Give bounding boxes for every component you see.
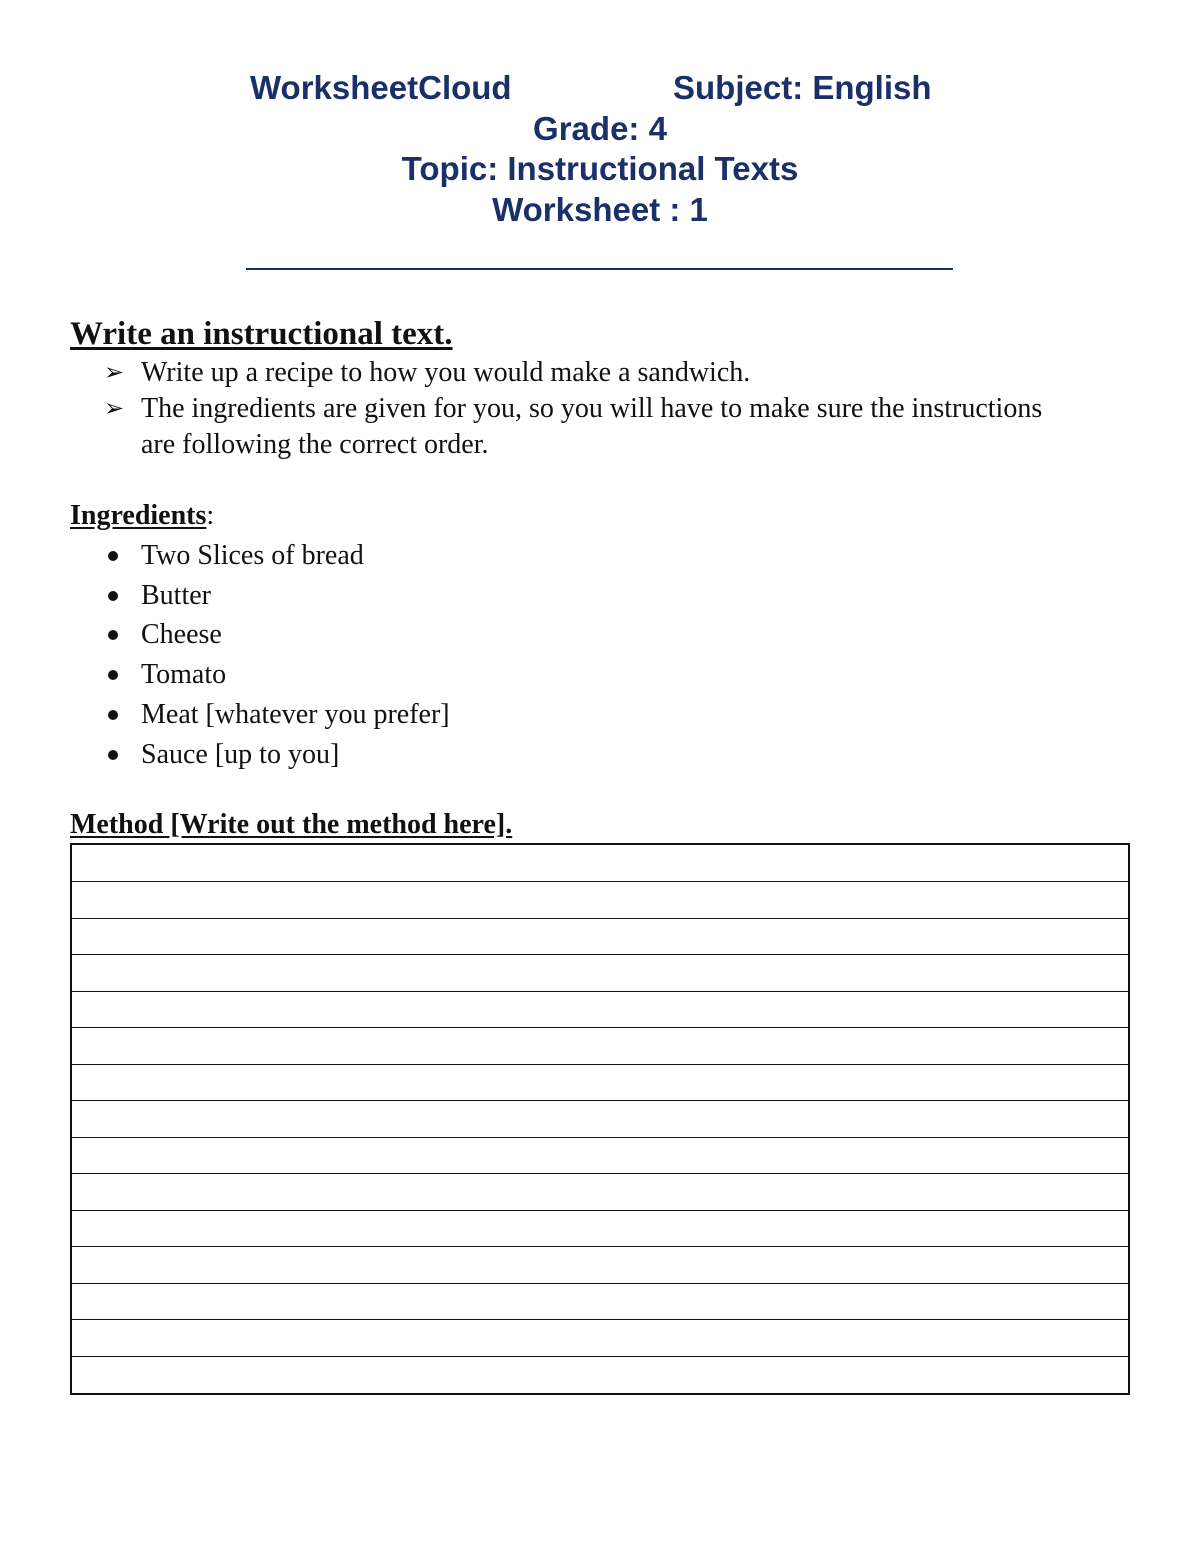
ingredient-item — [104, 536, 450, 576]
grade-label: Grade: 4 — [533, 109, 667, 147]
bullet-dot-icon — [108, 670, 118, 680]
instruction-list — [104, 355, 1064, 463]
ingredients-heading — [70, 498, 214, 534]
writing-line — [72, 918, 1128, 919]
header-row — [0, 68, 1200, 109]
writing-line — [72, 991, 1128, 992]
writing-line — [72, 1210, 1128, 1211]
ingredient-text: Tomato — [141, 659, 227, 691]
instruction-text: Write up a recipe to how you would make a sandwich. — [141, 357, 751, 388]
instruction-item — [104, 355, 1064, 391]
writing-line — [72, 1319, 1128, 1320]
bullet-dot-icon — [108, 630, 118, 640]
ingredient-item — [104, 615, 450, 655]
writing-line — [72, 1356, 1128, 1357]
bullet-dot-icon — [108, 710, 118, 720]
arrow-bullet-icon: ➢ — [104, 360, 125, 386]
header-divider — [246, 268, 953, 270]
ingredient-text: Butter — [141, 579, 211, 611]
task-title: Write an instructional text. — [70, 316, 453, 352]
bullet-dot-icon — [108, 750, 118, 760]
ingredient-list — [104, 536, 450, 774]
arrow-bullet-icon: ➢ — [104, 396, 125, 422]
ingredient-text: Sauce [up to you] — [141, 738, 340, 770]
ingredients-heading-text: Ingredients — [70, 500, 207, 531]
method-heading: Method [Write out the method here]. — [70, 809, 513, 840]
writing-line — [72, 1064, 1128, 1065]
writing-line — [72, 1137, 1128, 1138]
ingredient-item — [104, 735, 450, 775]
bullet-dot-icon — [108, 551, 118, 561]
ingredient-text: Meat [whatever you prefer] — [141, 698, 450, 730]
ingredient-item — [104, 576, 450, 616]
method-writing-area[interactable] — [70, 843, 1130, 1395]
writing-line — [72, 1283, 1128, 1284]
subject-label: Subject: English — [673, 69, 932, 106]
worksheet-header — [0, 68, 1200, 230]
ingredient-item — [104, 655, 450, 695]
writing-line — [72, 1100, 1128, 1101]
bullet-dot-icon — [108, 591, 118, 601]
writing-line — [72, 1027, 1128, 1028]
writing-line — [72, 1173, 1128, 1174]
brand-name: WorksheetCloud — [250, 69, 512, 106]
worksheet-number: Worksheet : 1 — [492, 190, 708, 228]
ingredient-text: Cheese — [141, 619, 222, 651]
instruction-text: The ingredients are given for you, so you will have to make sure the instructions are following the correct order. — [141, 393, 1043, 460]
ingredients-heading-colon: : — [206, 500, 215, 531]
writing-line — [72, 954, 1128, 955]
ingredient-item — [104, 695, 450, 735]
instruction-item — [104, 391, 1064, 463]
writing-line — [72, 881, 1128, 882]
ingredient-text: Two Slices of bread — [141, 540, 364, 571]
writing-line — [72, 1246, 1128, 1247]
topic-label: Topic: Instructional Texts — [401, 150, 799, 187]
